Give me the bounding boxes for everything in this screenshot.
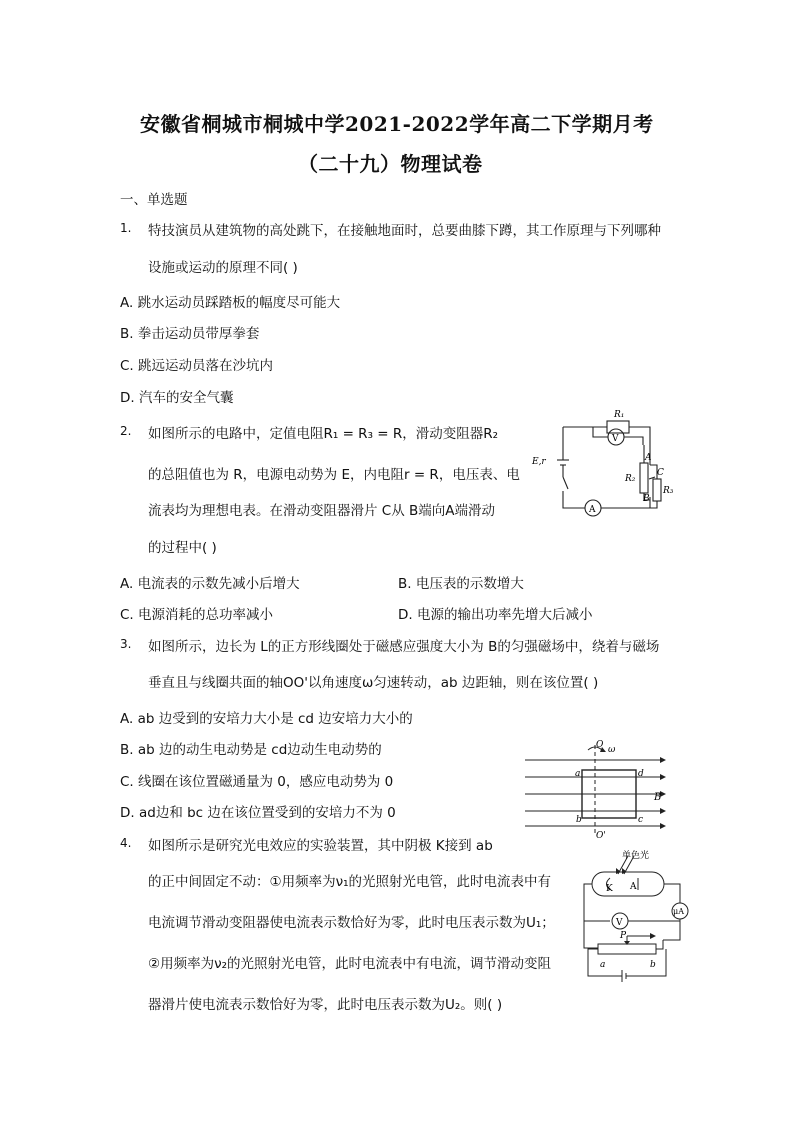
q4-fig-label-a: A (630, 882, 637, 892)
q2-fig-label-er: E,r (532, 457, 546, 467)
q4-stem-line5: 器滑片使电流表示数恰好为零，此时电压表示数为U₂。则( ) (148, 997, 503, 1013)
q2-fig-label-r1: R₁ (614, 410, 625, 420)
q3-option-b: B. ab 边的动生电动势是 cd边动生电动势的 (120, 742, 382, 758)
q1-stem-line2: 设施或运动的原理不同( ) (148, 260, 298, 276)
q2-stem-line4: 的过程中( ) (148, 540, 217, 556)
q4-photoelectric-diagram (570, 848, 695, 993)
q3-option-d: D. ad边和 bc 边在该位置受到的安培力不为 0 (120, 805, 396, 821)
q4-stem-line4: ②用频率为ν₂的光照射光电管，此时电流表中有电流，调节滑动变阻 (148, 956, 552, 972)
page-title-line2: （二十九）物理试卷 (298, 152, 483, 176)
q2-fig-label-ammeter: A (589, 505, 596, 515)
q4-number: 4. (120, 836, 132, 850)
q3-fig-label-c: c (638, 815, 644, 825)
q2-option-a: A. 电流表的示数先减小后增大 (120, 576, 300, 592)
q1-option-b: B. 拳击运动员带厚拳套 (120, 326, 260, 342)
q1-stem-line1: 特技演员从建筑物的高处跳下，在接触地面时，总要曲膝下蹲，其工作原理与下列哪种 (148, 223, 661, 239)
q2-number: 2. (120, 424, 132, 438)
q4-fig-label-k: K (606, 884, 613, 894)
q2-fig-label-c: C (657, 468, 664, 478)
page-title-line1: 安徽省桐城市桐城中学2021-2022学年高二下学期月考 (140, 112, 654, 136)
q1-option-d: D. 汽车的安全气囊 (120, 390, 234, 406)
q4-fig-label-v: V (616, 918, 623, 928)
q4-fig-label-p: P (620, 931, 627, 941)
q2-option-d: D. 电源的输出功率先增大后减小 (398, 607, 593, 623)
q2-option-b: B. 电压表的示数增大 (398, 576, 524, 592)
q3-fig-label-b: b (576, 815, 582, 825)
q2-stem-line1: 如图所示的电路中，定值电阻R₁ = R₃ = R，滑动变阻器R₂ (148, 426, 499, 442)
q4-fig-label-microammeter: μA (673, 907, 684, 916)
q4-fig-label-a-end: a (600, 960, 606, 970)
q4-stem-line1: 如图所示是研究光电效应的实验装置，其中阴极 K接到 ab (148, 838, 493, 854)
q4-stem-line3: 电流调节滑动变阻器使电流表示数恰好为零，此时电压表示数为U₁； (148, 915, 555, 931)
q3-stem-line1: 如图所示，边长为 L的正方形线圈处于磁感应强度大小为 B的匀强磁场中，绕着与磁场 (148, 639, 660, 655)
q1-number: 1. (120, 221, 132, 235)
q2-fig-label-a: A (645, 453, 652, 463)
q3-fig-label-o: O (596, 740, 604, 750)
q3-coil-diagram (520, 740, 670, 840)
q2-circuit-diagram (525, 405, 685, 520)
q1-option-c: C. 跳远运动员落在沙坑内 (120, 358, 274, 374)
q3-number: 3. (120, 637, 132, 651)
q4-fig-label-light: 单色光 (622, 851, 650, 861)
q1-option-a: A. 跳水运动员踩踏板的幅度尽可能大 (120, 295, 341, 311)
q3-fig-label-omega: ω (608, 745, 616, 755)
q2-fig-label-r3: R₃ (663, 486, 674, 496)
q3-stem-line2: 垂直且与线圈共面的轴OO'以角速度ω匀速转动，ab 边距轴，则在该位置( ) (148, 675, 599, 691)
q3-fig-label-a: a (575, 769, 581, 779)
section-heading: 一、单选题 (120, 192, 188, 208)
q3-fig-label-d: d (638, 769, 644, 779)
q4-fig-label-b-end: b (650, 960, 656, 970)
q2-fig-label-v: V (612, 434, 619, 444)
q3-option-c: C. 线圈在该位置磁通量为 0，感应电动势为 0 (120, 774, 394, 790)
q3-option-a: A. ab 边受到的安培力大小是 cd 边安培力大小的 (120, 711, 413, 727)
q2-fig-label-r2: R₂ (625, 474, 636, 484)
q3-fig-label-o-prime: O' (596, 831, 606, 840)
q4-stem-line2: 的正中间固定不动：①用频率为ν₁的光照射光电管，此时电流表中有 (148, 874, 552, 890)
q3-fig-label-b-field: B (654, 792, 662, 803)
q2-fig-label-b: B (643, 494, 650, 504)
q2-stem-line2: 的总阻值也为 R，电源电动势为 E，内电阻r = R，电压表、电 (148, 467, 520, 483)
q2-option-c: C. 电源消耗的总功率减小 (120, 607, 274, 623)
q2-stem-line3: 流表均为理想电表。在滑动变阻器滑片 C从 B端向A端滑动 (148, 503, 496, 519)
